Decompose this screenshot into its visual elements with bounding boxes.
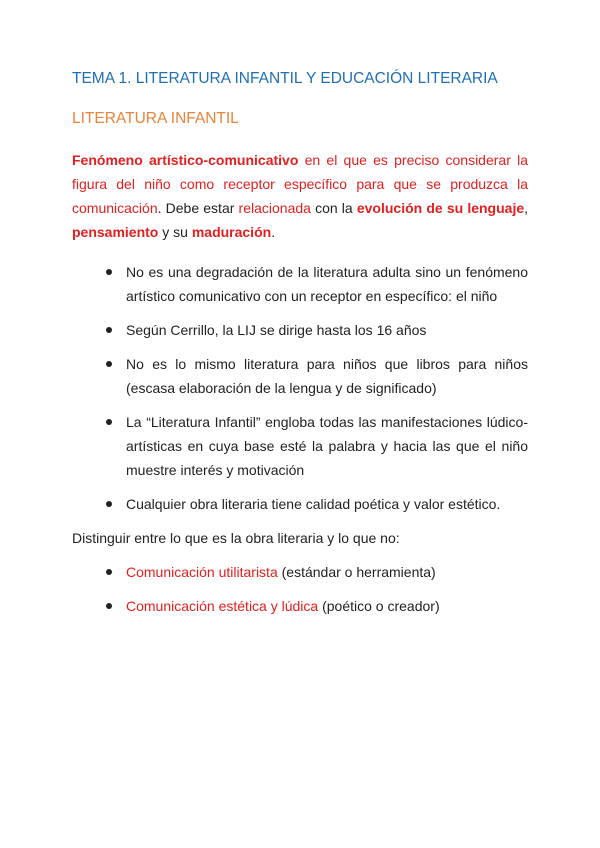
definition-paragraph xyxy=(72,148,528,244)
definition-thought: pensamiento xyxy=(72,224,159,240)
bullet-icon xyxy=(106,327,112,333)
distinguish-paragraph: Distinguir entre lo que es la obra literaria y lo que no: xyxy=(72,530,400,546)
list-item-text: Cualquier obra literaria tiene calidad poética y valor estético. xyxy=(126,496,501,512)
definition-part1: en el que es preciso considerar la figura del niño como receptor específico para que se produzca la comunicación xyxy=(72,152,528,216)
list-item xyxy=(104,492,528,516)
characteristics-list xyxy=(72,260,528,516)
list-item xyxy=(104,352,528,400)
list-item-text: Según Cerrillo, la LIJ se dirige hasta los 16 años xyxy=(126,322,427,338)
communication-note: (estándar o herramienta) xyxy=(277,564,436,580)
definition-related: relacionada xyxy=(238,200,311,216)
definition-and: y su xyxy=(158,224,192,240)
list-item-text: No es lo mismo literatura para niños que libros para niños (escasa elaboración de la lengua y de significado) xyxy=(126,356,528,396)
definition-term: Fenómeno artístico-comunicativo xyxy=(72,152,299,168)
list-item-text: No es una degradación de la literatura adulta sino un fenómeno artístico comunicativo con un receptor en específico: el niño xyxy=(126,264,528,304)
bullet-icon xyxy=(106,269,112,275)
bullet-icon xyxy=(106,501,112,507)
bullet-icon xyxy=(106,603,112,609)
definition-comma: , xyxy=(524,200,529,216)
definition-evolution: evolución de su lenguaje xyxy=(356,200,525,216)
list-item xyxy=(104,260,528,308)
definition-part3: con la xyxy=(310,200,357,216)
list-item xyxy=(104,560,528,584)
list-item-text: La “Literatura Infantil” engloba todas las manifestaciones lúdico-artísticas en cuya base esté la palabra y hacia las que el niño muestre interés y motivación xyxy=(126,414,528,478)
definition-end: . xyxy=(271,224,276,240)
section-title: LITERATURA INFANTIL xyxy=(72,110,239,127)
definition-part2: . Debe estar xyxy=(157,200,239,216)
list-item xyxy=(104,594,528,618)
communication-note: (poético o creador) xyxy=(318,598,440,614)
communication-list xyxy=(72,560,528,618)
bullet-icon xyxy=(106,569,112,575)
list-item xyxy=(104,318,528,342)
communication-label: Comunicación utilitarista xyxy=(126,564,278,580)
bullet-icon xyxy=(106,361,112,367)
bullet-icon xyxy=(106,419,112,425)
communication-label: Comunicación estética y lúdica xyxy=(126,598,319,614)
definition-maturation: maduración xyxy=(191,224,272,240)
document-title: TEMA 1. LITERATURA INFANTIL Y EDUCACIÓN LITERARIA xyxy=(72,70,498,87)
list-item xyxy=(104,410,528,482)
